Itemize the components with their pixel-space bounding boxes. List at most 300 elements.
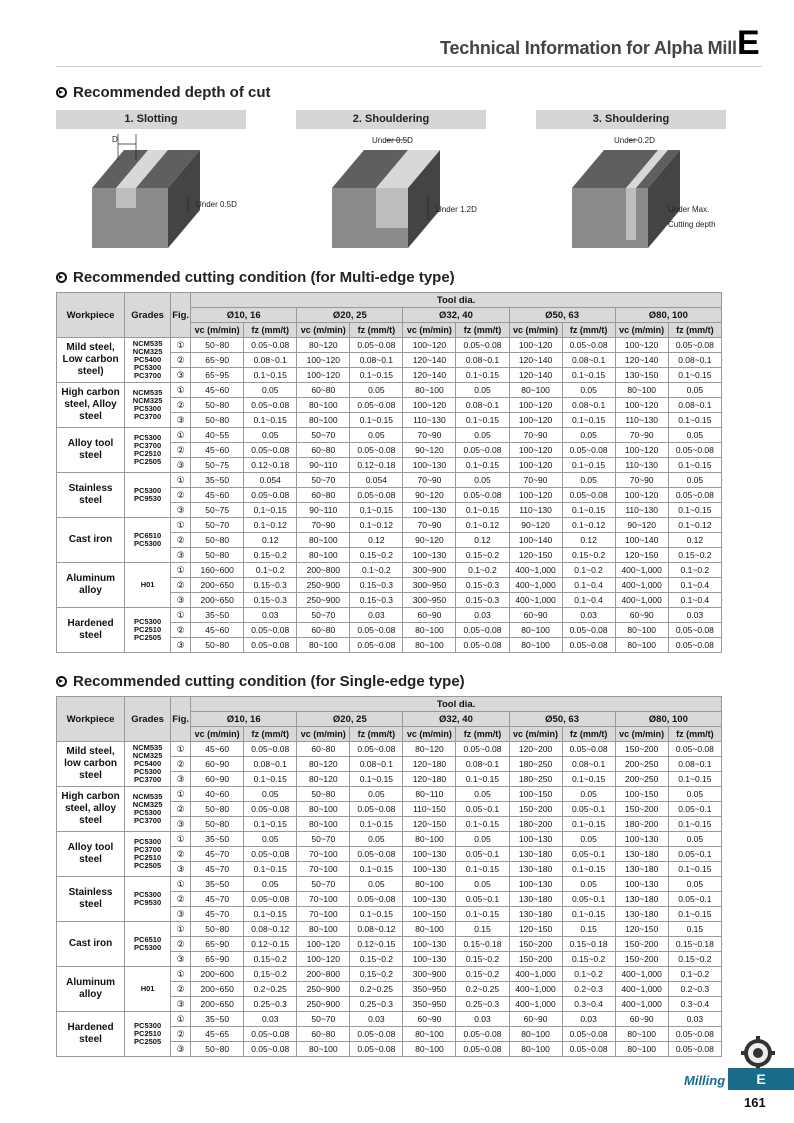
section-bullet-icon	[56, 676, 67, 687]
vc-cell: 110~150	[403, 802, 456, 817]
fz-cell: 0.2~0.25	[456, 982, 509, 997]
vc-header: vc (m/min)	[191, 323, 244, 338]
fz-cell: 0.15~0.2	[350, 952, 403, 967]
vc-cell: 90~120	[403, 488, 456, 503]
section-bullet-icon	[56, 87, 67, 98]
vc-header: vc (m/min)	[509, 323, 562, 338]
fz-cell: 0.1~0.15	[562, 458, 615, 473]
vc-cell: 400~1,000	[615, 563, 668, 578]
diameter-header: Ø32, 40	[403, 712, 509, 727]
fz-cell: 0.05~0.08	[668, 1042, 721, 1057]
vc-cell: 80~100	[403, 623, 456, 638]
grade-label: PC6510	[134, 531, 162, 540]
vc-cell: 80~100	[403, 922, 456, 937]
fz-cell: 0.03	[350, 1012, 403, 1027]
fz-cell: 0.05	[668, 428, 721, 443]
vc-cell: 80~100	[509, 638, 562, 653]
fz-cell: 0.15~0.2	[350, 967, 403, 982]
vc-cell: 70~90	[297, 518, 350, 533]
section-title-multi	[56, 269, 455, 286]
grades-cell	[125, 1012, 171, 1057]
vc-cell: 100~150	[403, 907, 456, 922]
grades-cell	[125, 338, 171, 383]
fz-cell: 0.15~0.2	[456, 952, 509, 967]
fz-header: fz (mm/t)	[562, 323, 615, 338]
vc-cell: 120~140	[509, 353, 562, 368]
fz-cell: 0.05	[562, 877, 615, 892]
table-row	[57, 428, 722, 443]
fz-cell: 0.15~0.3	[456, 578, 509, 593]
fz-cell: 0.1~0.15	[562, 772, 615, 787]
vc-cell: 130~180	[509, 892, 562, 907]
vc-cell: 60~90	[191, 772, 244, 787]
fz-cell: 0.05	[244, 877, 297, 892]
vc-cell: 100~130	[403, 892, 456, 907]
vc-cell: 80~100	[509, 623, 562, 638]
vc-cell: 250~900	[297, 997, 350, 1012]
fz-cell: 0.08~0.12	[350, 922, 403, 937]
fz-header: fz (mm/t)	[668, 727, 721, 742]
fig-mark: ③	[171, 458, 191, 473]
fz-cell: 0.05~0.08	[456, 443, 509, 458]
fz-cell: 0.1~0.4	[668, 578, 721, 593]
fz-cell: 0.08~0.1	[562, 353, 615, 368]
fz-cell: 0.1~0.2	[350, 563, 403, 578]
fz-cell: 0.05~0.08	[244, 847, 297, 862]
workpiece-cell: Alloy tool steel	[57, 832, 125, 877]
fz-cell: 0.1~0.2	[562, 967, 615, 982]
fig-mark: ②	[171, 1027, 191, 1042]
fig-mark: ③	[171, 907, 191, 922]
fz-cell: 0.08~0.1	[668, 757, 721, 772]
fz-cell: 0.05~0.08	[350, 338, 403, 353]
fz-cell: 0.1~0.15	[456, 817, 509, 832]
vc-header: vc (m/min)	[615, 323, 668, 338]
vc-cell: 150~200	[615, 802, 668, 817]
vc-cell: 200~250	[615, 757, 668, 772]
vc-cell: 70~100	[297, 907, 350, 922]
fz-cell: 0.1~0.15	[350, 503, 403, 518]
fz-cell: 0.05~0.08	[668, 488, 721, 503]
fz-cell: 0.03	[668, 608, 721, 623]
fz-cell: 0.05~0.08	[244, 802, 297, 817]
grade-label: PC3700	[134, 775, 162, 784]
fz-header: fz (mm/t)	[668, 323, 721, 338]
fz-header: fz (mm/t)	[244, 323, 297, 338]
fig-mark: ②	[171, 533, 191, 548]
fig-mark: ③	[171, 368, 191, 383]
fig-mark: ③	[171, 952, 191, 967]
fz-cell: 0.05~0.08	[350, 488, 403, 503]
fig-mark: ②	[171, 847, 191, 862]
vc-cell: 400~1,000	[615, 593, 668, 608]
fz-cell: 0.03	[244, 1012, 297, 1027]
fz-cell: 0.12	[562, 533, 615, 548]
fz-header: fz (mm/t)	[456, 323, 509, 338]
workpiece-cell: Mild steel, low carbon steel	[57, 742, 125, 787]
vc-cell: 70~90	[403, 473, 456, 488]
fz-cell: 0.05	[350, 877, 403, 892]
fz-cell: 0.15~0.2	[350, 548, 403, 563]
grade-label: PC5300	[134, 890, 162, 899]
fig-mark: ②	[171, 802, 191, 817]
vc-cell: 110~130	[615, 503, 668, 518]
vc-cell: 65~90	[191, 353, 244, 368]
vc-cell: 350~950	[403, 997, 456, 1012]
vc-cell: 80~100	[403, 877, 456, 892]
footer-section-tab[interactable]: E	[728, 1068, 794, 1090]
vc-cell: 100~120	[509, 443, 562, 458]
fz-header: fz (mm/t)	[350, 727, 403, 742]
slot-front	[116, 188, 136, 208]
fz-cell: 0.1~0.2	[668, 967, 721, 982]
fig-mark: ②	[171, 892, 191, 907]
vc-cell: 200~650	[191, 578, 244, 593]
figure-title-slotting: 1. Slotting	[56, 110, 246, 129]
fz-cell: 0.1~0.15	[668, 907, 721, 922]
grade-label: NCM535	[132, 743, 163, 752]
vc-cell: 180~200	[615, 817, 668, 832]
fz-cell: 0.05	[668, 473, 721, 488]
fz-cell: 0.08~0.1	[350, 353, 403, 368]
vc-cell: 80~100	[615, 383, 668, 398]
vc-cell: 50~70	[191, 518, 244, 533]
fz-cell: 0.1~0.12	[562, 518, 615, 533]
section-title-text: Recommended cutting condition (for Single-edge type)	[73, 673, 465, 690]
vc-cell: 120~140	[403, 353, 456, 368]
vc-cell: 50~80	[191, 638, 244, 653]
fig-mark: ①	[171, 787, 191, 802]
grade-label: PC2505	[134, 861, 162, 870]
fz-cell: 0.1~0.12	[244, 518, 297, 533]
vc-cell: 50~70	[297, 832, 350, 847]
vc-cell: 200~800	[297, 563, 350, 578]
diameter-header: Ø50, 63	[509, 712, 615, 727]
fz-cell: 0.05~0.08	[668, 443, 721, 458]
fz-cell: 0.05	[668, 787, 721, 802]
label-under-05d: Under 0.5D	[196, 200, 237, 209]
vc-cell: 80~100	[615, 638, 668, 653]
vc-cell: 200~600	[191, 967, 244, 982]
vc-cell: 60~80	[297, 488, 350, 503]
fz-cell: 0.05~0.08	[456, 488, 509, 503]
grade-label: PC2510	[134, 1029, 162, 1038]
vc-cell: 80~100	[403, 832, 456, 847]
fig-mark: ①	[171, 967, 191, 982]
vc-cell: 100~120	[615, 443, 668, 458]
fz-cell: 0.05~0.1	[668, 847, 721, 862]
grade-label: PC5300	[134, 433, 162, 442]
fz-cell: 0.15~0.18	[668, 937, 721, 952]
fig-mark: ③	[171, 548, 191, 563]
fz-cell: 0.05~0.1	[456, 802, 509, 817]
vc-cell: 50~70	[297, 428, 350, 443]
table-row	[57, 518, 722, 533]
fz-cell: 0.25~0.3	[350, 997, 403, 1012]
fz-cell: 0.05~0.08	[668, 1027, 721, 1042]
vc-cell: 80~110	[403, 787, 456, 802]
fz-cell: 0.08~0.1	[244, 353, 297, 368]
vc-cell: 65~90	[191, 937, 244, 952]
vc-cell: 80~100	[403, 383, 456, 398]
grade-label: PC5300	[134, 363, 162, 372]
vc-header: vc (m/min)	[403, 323, 456, 338]
fig-mark: ②	[171, 982, 191, 997]
vc-header: vc (m/min)	[297, 323, 350, 338]
fig-mark: ②	[171, 937, 191, 952]
vc-cell: 60~80	[297, 383, 350, 398]
fz-cell: 0.05~0.1	[668, 892, 721, 907]
vc-cell: 35~50	[191, 473, 244, 488]
figure-title-shouldering-1: 2. Shouldering	[296, 110, 486, 129]
fz-cell: 0.05	[456, 383, 509, 398]
vc-cell: 150~200	[509, 952, 562, 967]
workpiece-cell: Stainless steel	[57, 473, 125, 518]
fig-mark: ③	[171, 997, 191, 1012]
fz-cell: 0.15~0.2	[562, 548, 615, 563]
vc-cell: 45~70	[191, 862, 244, 877]
fig-mark: ①	[171, 518, 191, 533]
fz-cell: 0.05~0.08	[350, 638, 403, 653]
vc-cell: 400~1,000	[509, 593, 562, 608]
vc-cell: 130~180	[615, 907, 668, 922]
vc-cell: 50~80	[191, 1042, 244, 1057]
vc-cell: 130~180	[509, 862, 562, 877]
vc-cell: 80~100	[403, 638, 456, 653]
multi-edge-condition-table	[56, 292, 722, 653]
grade-label: PC5400	[134, 355, 162, 364]
vc-cell: 60~80	[297, 443, 350, 458]
grade-label: NCM535	[132, 339, 163, 348]
fz-cell: 0.1~0.15	[456, 862, 509, 877]
fz-header: fz (mm/t)	[456, 727, 509, 742]
vc-cell: 110~130	[403, 413, 456, 428]
fz-cell: 0.05	[456, 428, 509, 443]
fz-cell: 0.05~0.08	[562, 742, 615, 757]
fz-cell: 0.1~0.15	[562, 907, 615, 922]
slotting-diagram	[56, 130, 256, 260]
fz-cell: 0.15	[562, 922, 615, 937]
vc-cell: 80~120	[403, 742, 456, 757]
vc-cell: 90~120	[403, 443, 456, 458]
vc-cell: 400~1,000	[615, 997, 668, 1012]
grade-label: NCM535	[132, 388, 163, 397]
tool-dia-header: Tool dia.	[191, 697, 722, 712]
fz-cell: 0.1~0.15	[244, 907, 297, 922]
fz-cell: 0.1~0.15	[562, 368, 615, 383]
table-row	[57, 563, 722, 578]
fz-cell: 0.05	[668, 383, 721, 398]
fig-mark: ①	[171, 473, 191, 488]
fz-cell: 0.15~0.2	[668, 952, 721, 967]
fig-mark: ②	[171, 353, 191, 368]
fz-cell: 0.1~0.2	[244, 563, 297, 578]
fz-cell: 0.15	[668, 922, 721, 937]
vc-cell: 60~90	[403, 1012, 456, 1027]
fz-cell: 0.05~0.1	[562, 802, 615, 817]
vc-cell: 35~50	[191, 608, 244, 623]
fig-mark: ①	[171, 608, 191, 623]
fz-cell: 0.08~0.1	[456, 757, 509, 772]
vc-cell: 50~70	[297, 473, 350, 488]
fz-cell: 0.05	[562, 383, 615, 398]
fz-cell: 0.05	[244, 787, 297, 802]
fig-mark: ③	[171, 817, 191, 832]
vc-cell: 60~90	[509, 608, 562, 623]
fz-cell: 0.05~0.08	[350, 623, 403, 638]
grade-label: PC2505	[134, 633, 162, 642]
header-title: Technical Information for Alpha Mill	[440, 38, 737, 58]
table-row	[57, 473, 722, 488]
vc-header: vc (m/min)	[403, 727, 456, 742]
fig-mark: ①	[171, 563, 191, 578]
fz-cell: 0.1~0.12	[350, 518, 403, 533]
header-row-1	[57, 293, 722, 308]
workpiece-cell: Cast iron	[57, 518, 125, 563]
section-title-single	[56, 673, 465, 690]
vc-cell: 400~1,000	[509, 967, 562, 982]
grade-label: PC6510	[134, 935, 162, 944]
vc-cell: 100~120	[297, 368, 350, 383]
workpiece-cell: Aluminum alloy	[57, 563, 125, 608]
vc-cell: 80~120	[297, 338, 350, 353]
workpiece-cell: Cast iron	[57, 922, 125, 967]
fz-cell: 0.1~0.15	[244, 368, 297, 383]
vc-cell: 200~650	[191, 593, 244, 608]
grade-label: NCM325	[132, 751, 163, 760]
vc-cell: 35~50	[191, 1012, 244, 1027]
vc-cell: 45~60	[191, 623, 244, 638]
vc-cell: 100~120	[509, 398, 562, 413]
fz-cell: 0.054	[350, 473, 403, 488]
fz-cell: 0.05~0.08	[562, 488, 615, 503]
fz-cell: 0.1~0.12	[668, 518, 721, 533]
workpiece-header: Workpiece	[57, 697, 125, 742]
vc-cell: 120~140	[615, 353, 668, 368]
vc-cell: 80~100	[297, 638, 350, 653]
vc-cell: 100~120	[509, 488, 562, 503]
vc-cell: 100~130	[403, 458, 456, 473]
fz-cell: 0.1~0.15	[668, 458, 721, 473]
vc-cell: 100~130	[509, 877, 562, 892]
fz-cell: 0.1~0.15	[456, 368, 509, 383]
fz-cell: 0.12~0.18	[350, 458, 403, 473]
vc-cell: 100~150	[509, 787, 562, 802]
vc-cell: 80~100	[297, 413, 350, 428]
vc-cell: 80~100	[297, 817, 350, 832]
fig-mark: ②	[171, 578, 191, 593]
fz-cell: 0.3~0.4	[668, 997, 721, 1012]
vc-cell: 150~200	[615, 742, 668, 757]
fz-cell: 0.05~0.08	[350, 892, 403, 907]
fz-cell: 0.1~0.15	[562, 862, 615, 877]
fig-mark: ③	[171, 503, 191, 518]
fz-cell: 0.08~0.1	[350, 757, 403, 772]
fig-mark: ②	[171, 757, 191, 772]
grade-label: PC2510	[134, 625, 162, 634]
fig-mark: ②	[171, 488, 191, 503]
fig-mark: ③	[171, 413, 191, 428]
fz-cell: 0.05	[562, 428, 615, 443]
footer-section-label: Milling	[684, 1073, 726, 1088]
vc-cell: 45~60	[191, 742, 244, 757]
grade-label: PC5300	[134, 943, 162, 952]
vc-cell: 120~180	[403, 772, 456, 787]
workpiece-cell: Stainless steel	[57, 877, 125, 922]
vc-cell: 50~70	[297, 608, 350, 623]
vc-cell: 80~100	[403, 1042, 456, 1057]
fz-cell: 0.15~0.2	[562, 952, 615, 967]
fz-cell: 0.1~0.4	[562, 578, 615, 593]
section-bullet-icon	[56, 272, 67, 283]
grade-label: PC5300	[134, 767, 162, 776]
vc-cell: 120~150	[509, 548, 562, 563]
fz-cell: 0.1~0.15	[668, 817, 721, 832]
fz-cell: 0.12~0.15	[244, 937, 297, 952]
vc-cell: 100~120	[615, 488, 668, 503]
fz-cell: 0.05~0.08	[350, 443, 403, 458]
fz-cell: 0.1~0.4	[668, 593, 721, 608]
vc-cell: 130~180	[509, 847, 562, 862]
fz-cell: 0.1~0.15	[350, 772, 403, 787]
tool-dia-header: Tool dia.	[191, 293, 722, 308]
vc-cell: 120~150	[615, 922, 668, 937]
grade-label: PC5300	[134, 486, 162, 495]
vc-cell: 40~55	[191, 428, 244, 443]
vc-cell: 60~80	[297, 623, 350, 638]
fz-cell: 0.08~0.1	[456, 398, 509, 413]
fz-cell: 0.12	[244, 533, 297, 548]
vc-cell: 100~150	[615, 787, 668, 802]
vc-cell: 100~120	[615, 338, 668, 353]
fz-cell: 0.2~0.25	[350, 982, 403, 997]
vc-cell: 120~150	[509, 922, 562, 937]
vc-cell: 50~80	[191, 533, 244, 548]
fz-cell: 0.05	[456, 473, 509, 488]
fz-cell: 0.15~0.18	[562, 937, 615, 952]
vc-cell: 300~900	[403, 967, 456, 982]
vc-cell: 130~180	[615, 892, 668, 907]
vc-cell: 80~120	[297, 772, 350, 787]
fz-header: fz (mm/t)	[562, 727, 615, 742]
single-edge-condition-table	[56, 696, 722, 1057]
vc-cell: 100~130	[403, 862, 456, 877]
vc-cell: 110~130	[509, 503, 562, 518]
fz-cell: 0.1~0.15	[244, 862, 297, 877]
fz-cell: 0.03	[562, 1012, 615, 1027]
header-section-letter: E	[737, 24, 760, 62]
vc-cell: 90~120	[615, 518, 668, 533]
grade-label: PC3700	[134, 816, 162, 825]
vc-cell: 50~80	[191, 413, 244, 428]
grades-cell	[125, 428, 171, 473]
fz-cell: 0.1~0.15	[668, 772, 721, 787]
fz-cell: 0.05~0.08	[244, 338, 297, 353]
grade-label: H01	[140, 580, 155, 589]
vc-cell: 35~50	[191, 877, 244, 892]
vc-cell: 60~90	[509, 1012, 562, 1027]
vc-cell: 100~120	[615, 398, 668, 413]
fz-cell: 0.1~0.15	[350, 907, 403, 922]
grades-cell	[125, 877, 171, 922]
workpiece-cell: Mild steel, Low carbon steel)	[57, 338, 125, 383]
vc-cell: 45~70	[191, 847, 244, 862]
fz-cell: 0.05~0.08	[350, 1027, 403, 1042]
fz-cell: 0.03	[456, 608, 509, 623]
fz-cell: 0.05~0.08	[244, 488, 297, 503]
fig-header: Fig.	[171, 293, 191, 338]
fz-cell: 0.05~0.08	[244, 638, 297, 653]
